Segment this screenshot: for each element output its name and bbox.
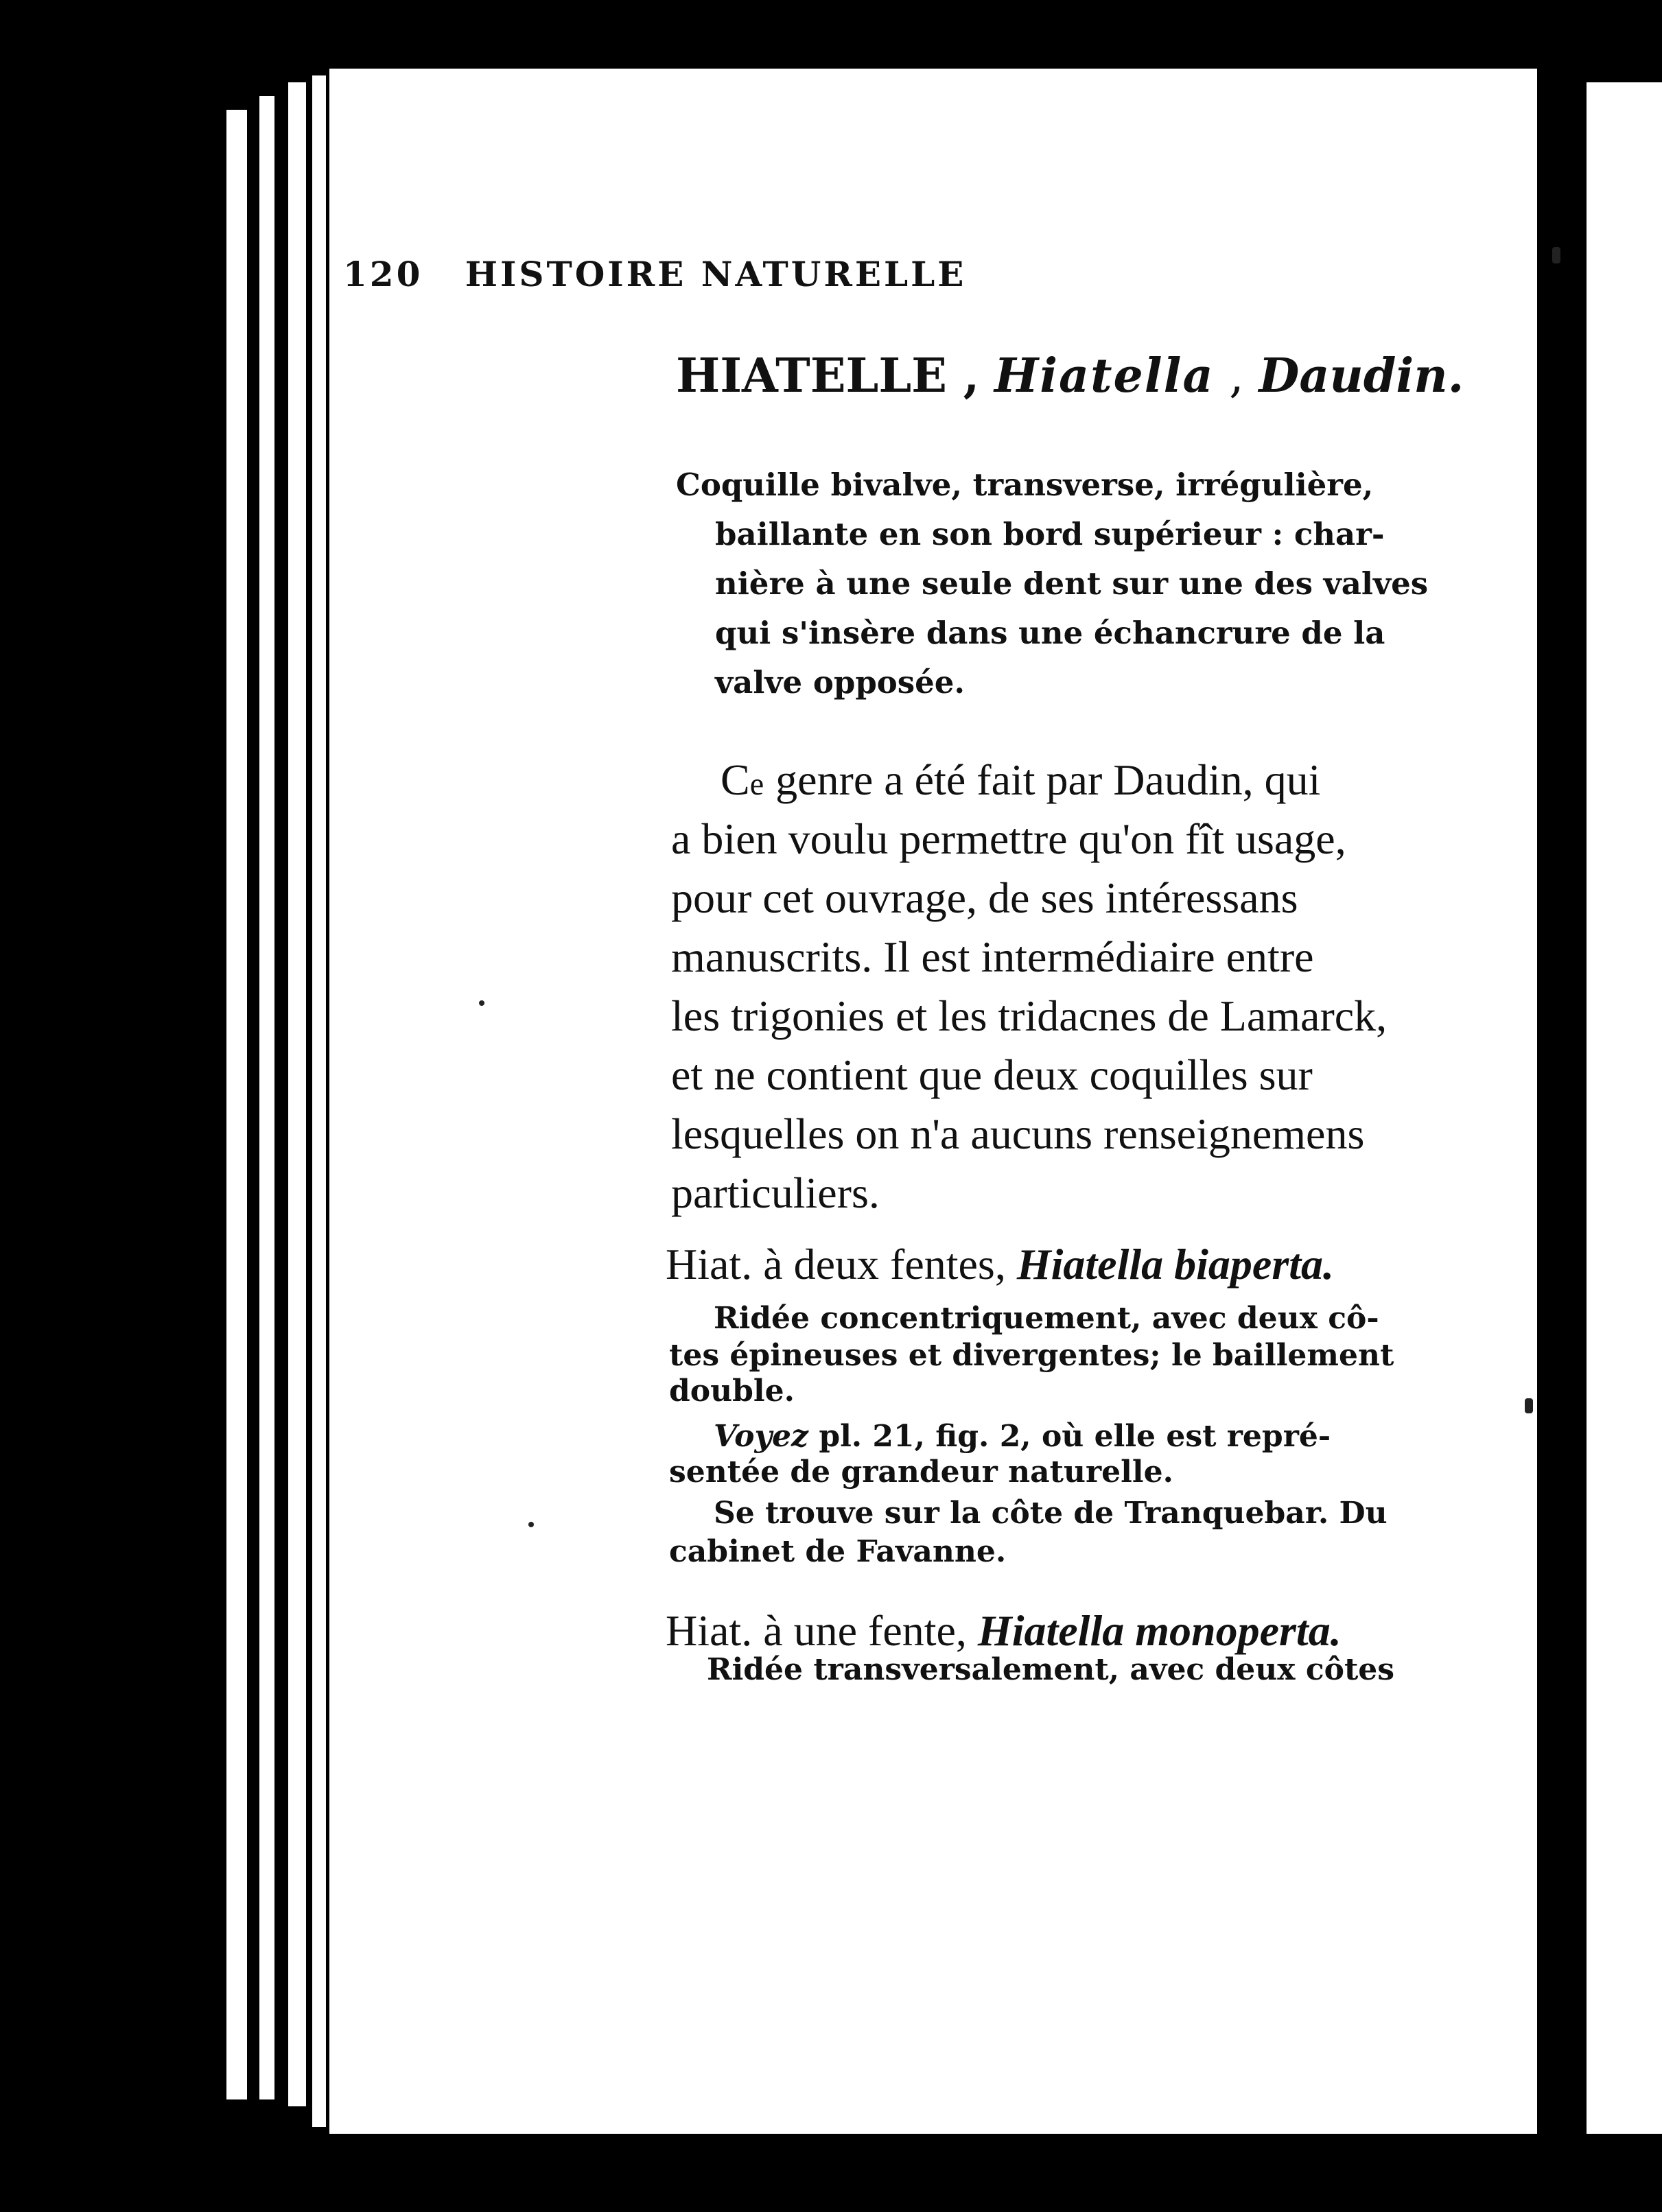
body-line-first xyxy=(721,755,1320,805)
genus-author: Daudin. xyxy=(1259,349,1464,403)
species-latin-name: Hiatella biaperta. xyxy=(1016,1240,1334,1289)
species-note-line: tes épineuses et divergentes; le baillement xyxy=(669,1338,1394,1373)
species-heading xyxy=(666,1239,1334,1290)
body-first-line-rest: genre a été fait par Daudin, qui xyxy=(764,755,1321,804)
species-note-line: double. xyxy=(669,1374,795,1409)
species-common-name: Hiat. à deux fentes, xyxy=(666,1240,1017,1289)
species-note-line: Se trouve sur la côte de Tranquebar. Du xyxy=(714,1496,1388,1531)
definition-line: qui s'insère dans une échancrure de la xyxy=(715,615,1385,651)
species-common-name: Hiat. à une fente, xyxy=(666,1606,978,1655)
page-edge xyxy=(288,82,306,2106)
gutter-shadow xyxy=(1537,69,1587,2154)
scan-speck xyxy=(528,1522,534,1527)
body-line: particuliers. xyxy=(671,1168,880,1217)
definition-line: nière à une seule dent sur une des valves xyxy=(715,565,1429,602)
species-note-line: cabinet de Favanne. xyxy=(669,1534,1007,1569)
species-latin-name: Hiatella monoperta. xyxy=(977,1606,1342,1655)
definition-line: Coquille bivalve, transverse, irrégulière, xyxy=(676,467,1374,503)
body-line: les trigonies et les tridacnes de Lamarck, xyxy=(671,991,1388,1040)
running-title: HISTOIRE NATURELLE xyxy=(465,254,967,294)
body-line: pour cet ouvrage, de ses intéressans xyxy=(671,873,1298,922)
page-number: 120 xyxy=(343,254,423,294)
body-line: a bien voulu permettre qu'on fît usage, xyxy=(671,814,1346,863)
species-note-line: sentée de grandeur naturelle. xyxy=(669,1455,1173,1490)
species-heading xyxy=(666,1605,1342,1656)
definition-line: valve opposée. xyxy=(715,664,965,701)
scan-speck xyxy=(1552,247,1560,263)
running-head xyxy=(343,254,1345,294)
body-line: et ne contient que deux coquilles sur xyxy=(671,1050,1313,1099)
genus-name: HIATELLE , xyxy=(676,349,980,403)
page-edge xyxy=(226,110,247,2099)
page-edge xyxy=(312,75,326,2127)
page-edge xyxy=(259,96,274,2099)
body-line: manuscrits. Il est intermédiaire entre xyxy=(671,932,1314,981)
drop-word-rest: e xyxy=(749,766,765,801)
facing-page-edge xyxy=(1587,82,1662,2134)
body-line: lesquelles on n'a aucuns renseignemens xyxy=(671,1109,1365,1158)
genus-separator: , xyxy=(1229,349,1244,403)
species-note-line: Ridée concentriquement, avec deux cô- xyxy=(714,1301,1379,1336)
voyez-word: Voyez xyxy=(714,1419,808,1454)
scan-speck xyxy=(479,1000,484,1006)
genus-latin: Hiatella xyxy=(994,349,1215,403)
species-note-line xyxy=(714,1419,1331,1454)
species-note-line: Ridée transversalement, avec deux côtes xyxy=(707,1652,1395,1687)
plate-reference: pl. 21, fig. 2, où elle est repré- xyxy=(808,1419,1331,1454)
scan-speck xyxy=(1525,1398,1533,1413)
genus-heading xyxy=(676,349,1472,403)
drop-word-initial: C xyxy=(721,755,750,804)
definition-line: baillante en son bord supérieur : char- xyxy=(715,516,1385,552)
